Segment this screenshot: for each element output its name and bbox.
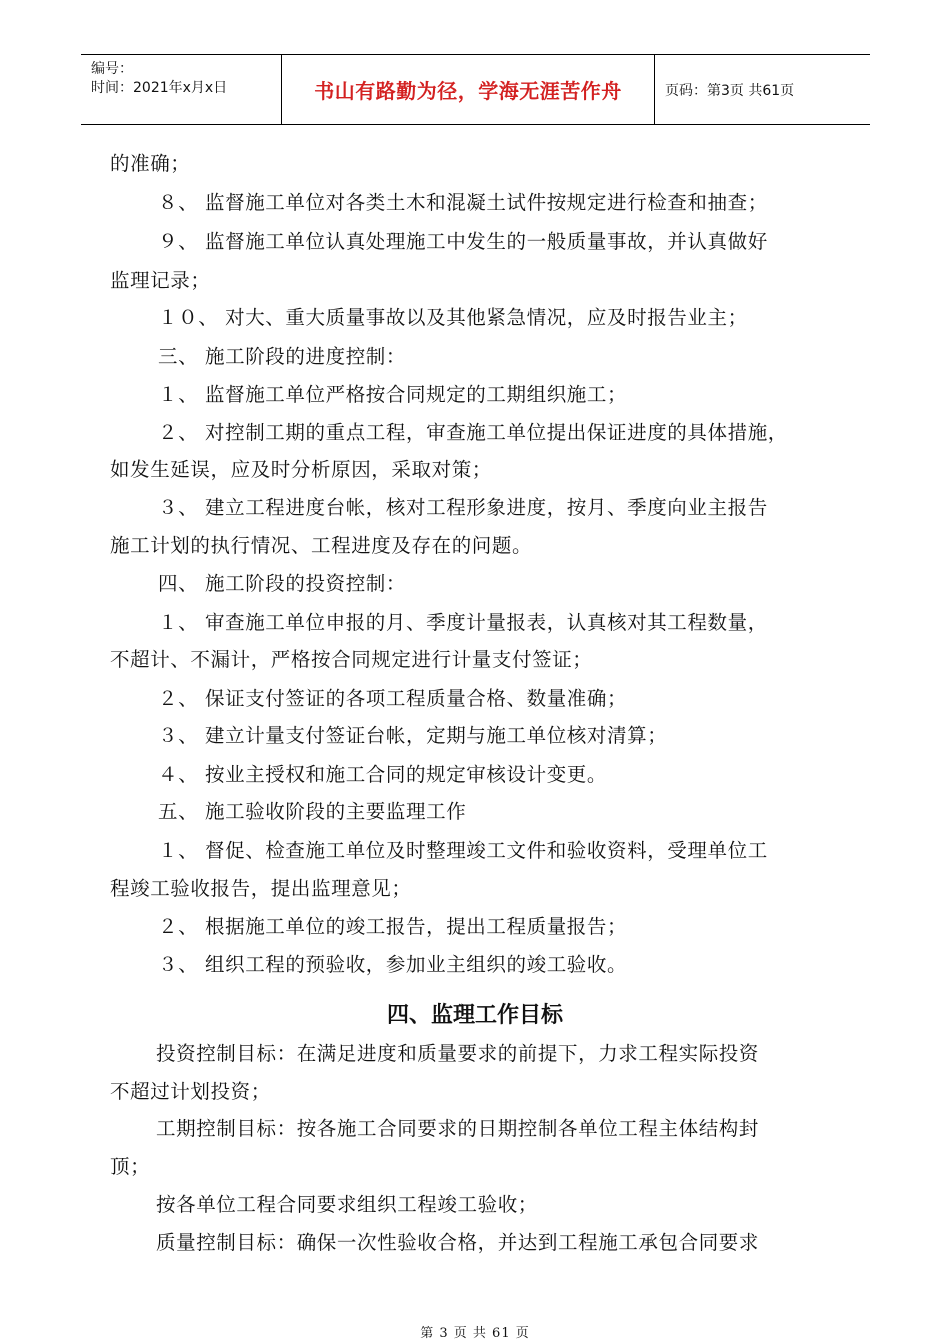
body-line: 施工计划的执行情况、工程进度及存在的问题。 (110, 534, 533, 557)
body-line: ３、 组织工程的预验收，参加业主组织的竣工验收。 (158, 953, 628, 976)
body-line: 工期控制目标：按各施工合同要求的日期控制各单位工程主体结构封 (156, 1117, 760, 1140)
body-line: 四、 施工阶段的投资控制： (158, 572, 406, 595)
body-line: １、 督促、检查施工单位及时整理竣工文件和验收资料，受理单位工 (158, 839, 768, 862)
time-label: 时间：2021年x月x日 (91, 80, 228, 96)
body-line: １０、 对大、重大质量事故以及其他紧急情况，应及时报告业主； (158, 306, 748, 329)
body-line: 投资控制目标：在满足进度和质量要求的前提下，力求工程实际投资 (156, 1042, 760, 1065)
body-line: ４、 按业主授权和施工合同的规定审核设计变更。 (158, 763, 607, 786)
body-line: 如发生延误，应及时分析原因，采取对策； (110, 458, 492, 481)
body-line: 不超计、不漏计，严格按合同规定进行计量支付签证； (110, 648, 593, 671)
body-line: 质量控制目标：确保一次性验收合格，并达到工程施工承包合同要求 (156, 1231, 760, 1254)
body-line: ３、 建立计量支付签证台帐，定期与施工单位核对清算； (158, 724, 668, 747)
body-line: 监理记录； (110, 269, 211, 292)
section-title: 四、监理工作目标 (386, 1003, 563, 1028)
body-line: ２、 保证支付签证的各项工程质量合格、数量准确； (158, 687, 628, 710)
body-line: 不超过计划投资； (110, 1080, 271, 1103)
header-meta (81, 55, 282, 124)
serial-label: 编号： (91, 61, 133, 77)
body-line: ８、 监督施工单位对各类土木和混凝土试件按规定进行检查和抽查； (158, 191, 768, 214)
body-line: 五、 施工验收阶段的主要监理工作 (158, 800, 467, 823)
page-footer: 第 3 页 共 61 页 (420, 1326, 530, 1341)
body-line: 按各单位工程合同要求组织工程竣工验收； (156, 1193, 538, 1216)
body-line: 三、 施工阶段的进度控制： (158, 345, 406, 368)
body-line: ３、 建立工程进度台帐，核对工程形象进度，按月、季度向业主报告 (158, 496, 768, 519)
body-line: 的准确； (110, 152, 191, 175)
body-line: １、 监督施工单位严格按合同规定的工期组织施工； (158, 383, 628, 406)
header-motto: 书山有路勤为径，学海无涯苦作舟 (282, 55, 655, 124)
page-header (81, 54, 870, 125)
header-page-info: 页码：第3页 共61页 (665, 82, 795, 99)
body-line: 程竣工验收报告，提出监理意见； (110, 877, 412, 900)
body-line: 顶； (110, 1155, 151, 1178)
body-line: ２、 对控制工期的重点工程，审查施工单位提出保证进度的具体措施， (158, 421, 788, 444)
body-line: １、 审查施工单位申报的月、季度计量报表，认真核对其工程数量， (158, 611, 768, 634)
body-line: ２、 根据施工单位的竣工报告，提出工程质量报告； (158, 915, 628, 938)
body-line: ９、 监督施工单位认真处理施工中发生的一般质量事故，并认真做好 (158, 230, 768, 253)
